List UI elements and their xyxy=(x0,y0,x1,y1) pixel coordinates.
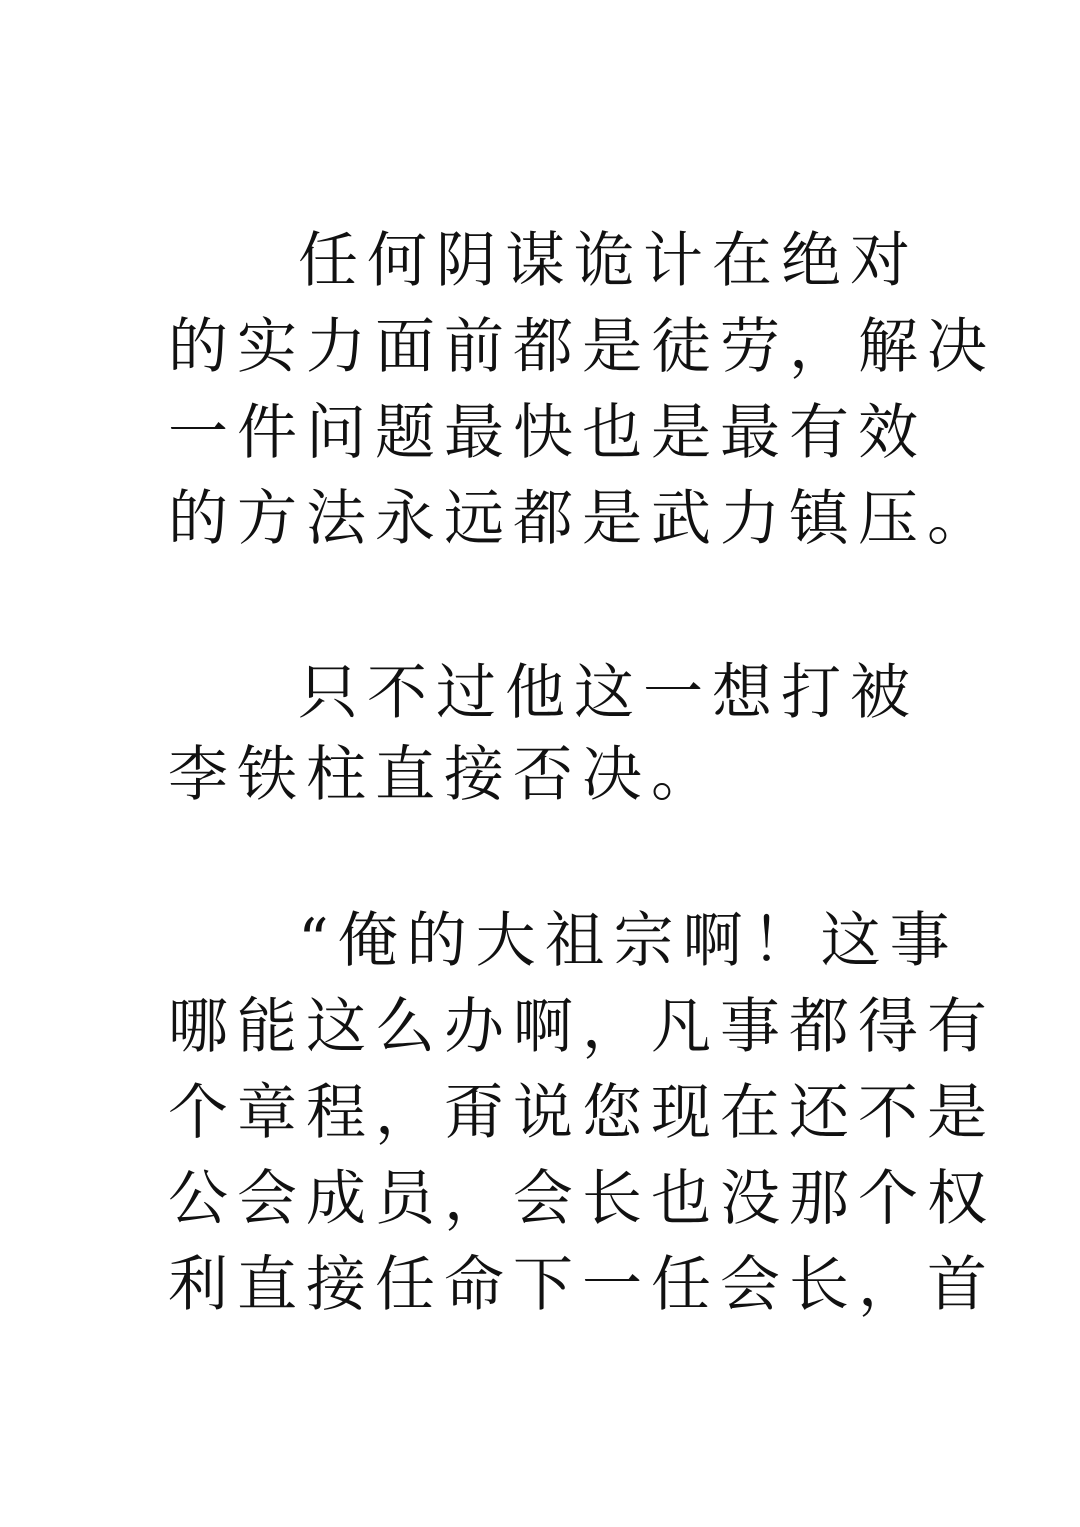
text-line: 任何阴谋诡计在绝对 xyxy=(298,226,919,296)
text-line: 李铁柱直接否决。 xyxy=(168,740,720,810)
text-line: 一件问题最快也是最有效 xyxy=(168,398,927,468)
text-line: 哪能这么办啊，凡事都得有 xyxy=(168,992,996,1062)
text-line: “俺的大祖宗啊！这事 xyxy=(298,906,959,976)
text-line: 个章程，甭说您现在还不是 xyxy=(168,1078,996,1148)
text-line: 的方法永远都是武力镇压。 xyxy=(168,484,996,554)
text-line: 只不过他这一想打被 xyxy=(298,658,919,728)
text-line: 的实力面前都是徒劳，解决 xyxy=(168,312,996,382)
text-line: 利直接任命下一任会长，首 xyxy=(168,1250,996,1320)
text-line: 公会成员，会长也没那个权 xyxy=(168,1164,996,1234)
